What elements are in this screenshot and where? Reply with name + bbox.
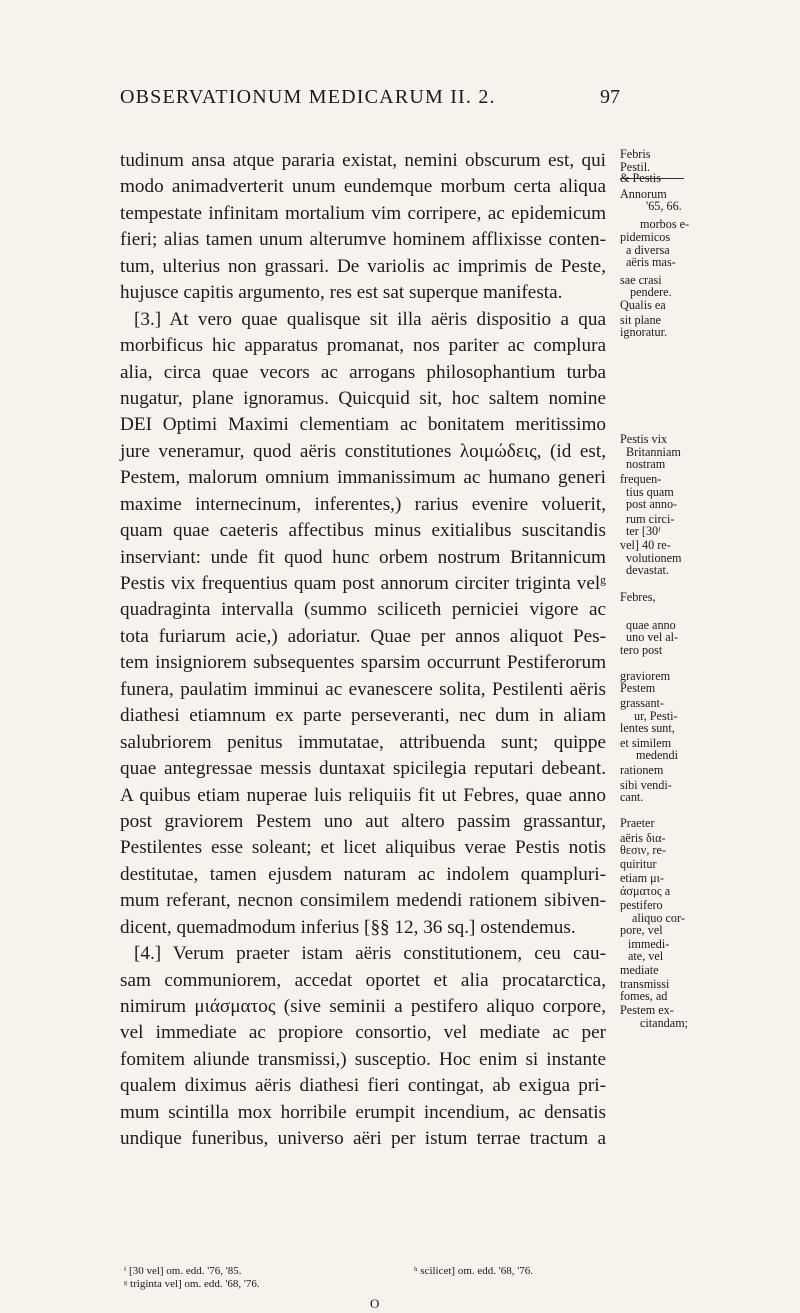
margin-note: ate, vel bbox=[628, 949, 664, 963]
margin-note: lentes sunt, bbox=[620, 721, 675, 735]
text-line: mum scintilla mox horribile erumpit incendium, ac densatis bbox=[120, 1101, 606, 1123]
text-line: [4.] Verum praeter istam aëris constitutionem, ceu cau- bbox=[134, 943, 606, 965]
text-line: tem insigniorem subsequentes sparsim occurrunt Pestiferorum bbox=[120, 652, 606, 674]
margin-note: & Pestis bbox=[620, 171, 661, 185]
text-line: quadraginta intervalla (summo sciliceth perniciei vigore ac bbox=[120, 599, 606, 621]
margin-note: Febris bbox=[620, 147, 651, 161]
text-line: sam communiorem, accedat oportet et alia procatarctica, bbox=[120, 969, 606, 991]
footnote: ᶠ [30 vel] om. edd. '76, '85. bbox=[124, 1265, 242, 1277]
margin-note: aliquo cor- bbox=[632, 911, 685, 925]
margin-note: devastat. bbox=[626, 563, 669, 577]
margin-note: aëris δια- bbox=[620, 831, 666, 845]
margin-note: ur, Pesti- bbox=[634, 709, 678, 723]
margin-note: aëris mas- bbox=[626, 255, 676, 269]
text-line: Pestilentes esse soleant; et licet aliquibus verae Pestis notis bbox=[120, 837, 606, 859]
text-line: [3.] At vero quae qualisque sit illa aëris dispositio a qua bbox=[134, 308, 606, 330]
running-header bbox=[120, 86, 620, 116]
text-line: tum, ulterius non grassari. De variolis ac imprimis de Peste, bbox=[120, 255, 606, 277]
text-line: Pestis vix frequentius quam post annorum circiter triginta velᵍ bbox=[120, 573, 606, 594]
text-line: mum referant, necnon consimilem medendi rationem sibiven- bbox=[120, 890, 606, 912]
main-text bbox=[120, 148, 606, 1153]
margin-note: tero post bbox=[620, 643, 663, 657]
running-title: OBSERVATIONUM MEDICARUM II. 2. bbox=[120, 86, 496, 108]
margin-note: volutionem bbox=[626, 551, 682, 565]
text-line: destitutae, tamen ejusdem naturam ac indolem quampluri- bbox=[120, 863, 606, 885]
margin-note: et similem bbox=[620, 736, 672, 750]
margin-note: rationem bbox=[620, 763, 664, 777]
margin-note: frequen- bbox=[620, 472, 662, 486]
margin-note: fomes, ad bbox=[620, 989, 668, 1003]
text-line: qualem diximus aëris diathesi fieri contingat, ab exigua pri- bbox=[120, 1075, 606, 1097]
text-line: quam quae caeteris affectibus minus exitialibus suscitandis bbox=[120, 520, 606, 542]
text-line: tudinum ansa atque pararia existat, nemini obscurum est, qui bbox=[120, 150, 606, 171]
margin-note: Pestis vix bbox=[620, 432, 668, 446]
margin-note: Pestem bbox=[620, 681, 656, 695]
text-line: quae antegressae messis duntaxat spicilegia reputari debeant. bbox=[120, 758, 606, 780]
margin-note: mediate bbox=[620, 963, 659, 977]
text-line: nugatur, plane ignoramus. Quicquid sit, hoc saltem nomine bbox=[120, 387, 606, 409]
page-number: 97 bbox=[600, 86, 620, 108]
text-line: tota furiarum acie,) adoriatur. Quae per annos aliquot Pes- bbox=[120, 625, 606, 647]
margin-note: quae anno bbox=[626, 618, 676, 632]
margin-note: Praeter bbox=[620, 816, 655, 830]
signature-mark: O bbox=[370, 1296, 380, 1311]
margin-note: etiam μι- bbox=[620, 871, 664, 885]
text-line: morbificus hic apparatus promanat, nos pariter ac complura bbox=[120, 335, 606, 357]
margin-note: vel] 40 re- bbox=[620, 538, 671, 552]
text-line: fomitem aliunde transmissi,) susceptio. Hoc enim si instante bbox=[120, 1048, 606, 1070]
text-line: DEI Optimi Maximi clementiam ac bonitatem meritissimo bbox=[120, 414, 606, 436]
margin-note: morbos e- bbox=[640, 217, 690, 231]
text-line: fieri; alias tamen unum alterumve hominem afflixisse conten- bbox=[120, 229, 606, 251]
margin-note: tius quam bbox=[626, 485, 674, 499]
margin-note: θεσιν, re- bbox=[620, 843, 666, 857]
margin-note: pendere. bbox=[630, 285, 672, 299]
text-line: jure veneramur, quod aëris constitutiones λοιμώδεις, (id est, bbox=[120, 440, 606, 462]
margin-note: citandam; bbox=[640, 1016, 689, 1030]
margin-note: Pestem ex- bbox=[620, 1003, 674, 1017]
margin-note: Britanniam bbox=[626, 445, 681, 459]
text-line: alia, circa quae vecors ac arrogans philosophantium turba bbox=[120, 361, 606, 383]
margin-note: transmissi bbox=[620, 977, 670, 991]
margin-note: pestifero bbox=[620, 898, 663, 912]
margin-note: cant. bbox=[620, 790, 644, 804]
margin-note: sae crasi bbox=[620, 273, 662, 287]
margin-note: '65, 66. bbox=[646, 199, 682, 213]
text-line: A quibus etiam nuperae luis reliquiis fit ut Febres, quae anno bbox=[120, 784, 606, 806]
margin-note: sibi vendi- bbox=[620, 778, 672, 792]
margin-note: ter [30ᶠ bbox=[626, 524, 661, 538]
margin-note: ignoratur. bbox=[620, 325, 668, 339]
text-line: salubriorem penitus immutatae, attribuenda sunt; quippe bbox=[120, 731, 606, 753]
text-line: Pestem, malorum omnium immanissimum ac humano generi bbox=[120, 467, 606, 489]
margin-note: pore, vel bbox=[620, 923, 663, 937]
margin-note: uno vel al- bbox=[626, 630, 679, 644]
footnote: ʰ scilicet] om. edd. '68, '76. bbox=[414, 1265, 534, 1277]
text-line: hujusce capitis argumento, res est sat superque manifesta. bbox=[120, 282, 563, 304]
text-line: funera, paulatim imminui ac evanescere solita, Pestilenti aëris bbox=[120, 678, 606, 700]
text-line: diathesi etiamnum ex parte perseveranti, nec dum in aliam bbox=[120, 705, 606, 727]
text-line: tempestate infinitam mortalium vim corripere, ac epidemicum bbox=[120, 202, 606, 224]
margin-note: medendi bbox=[636, 748, 678, 762]
text-line: maxime internecinum, inferentes,) rarius evenire voluerit, bbox=[120, 493, 606, 515]
text-line: modo animadverterit unum eundemque morbum certa aliqua bbox=[120, 176, 606, 198]
margin-note: άσματος a bbox=[620, 884, 671, 898]
text-line: undique funeribus, universo aëri per istum terrae tractum a bbox=[120, 1128, 606, 1150]
margin-note: sit plane bbox=[620, 313, 661, 327]
margin-note: rum circi- bbox=[626, 512, 675, 526]
text-line: nimirum μιάσματος (sive seminii a pestifero aliquo corpore, bbox=[120, 996, 606, 1017]
margin-note: pidemicos bbox=[620, 230, 671, 244]
text-line: inserviant: unde fit quod hunc orbem nostrum Britannicum bbox=[120, 546, 606, 568]
margin-note: post anno- bbox=[626, 497, 678, 511]
margin-note: Qualis ea bbox=[620, 298, 666, 312]
margin-note: grassant- bbox=[620, 696, 664, 710]
margin-note: immedi- bbox=[628, 937, 670, 951]
margin-note: Pestil. bbox=[620, 160, 651, 174]
margin-note: Febres, bbox=[620, 590, 656, 604]
text-line: post graviorem Pestem uno aut altero passim grassantur, bbox=[120, 810, 606, 832]
margin-note: quiritur bbox=[620, 857, 657, 871]
margin-note: a diversa bbox=[626, 243, 670, 257]
margin-note: Annorum bbox=[620, 187, 667, 201]
text-line: vel immediate ac propiore consortio, vel mediate ac per bbox=[120, 1022, 606, 1044]
footnote: ᵍ triginta vel] om. edd. '68, '76. bbox=[124, 1278, 260, 1290]
margin-note: nostram bbox=[626, 457, 666, 471]
margin-note: graviorem bbox=[620, 669, 671, 683]
text-line: dicent, quemadmodum inferius [§§ 12, 36 sq.] ostendemus. bbox=[120, 916, 576, 938]
